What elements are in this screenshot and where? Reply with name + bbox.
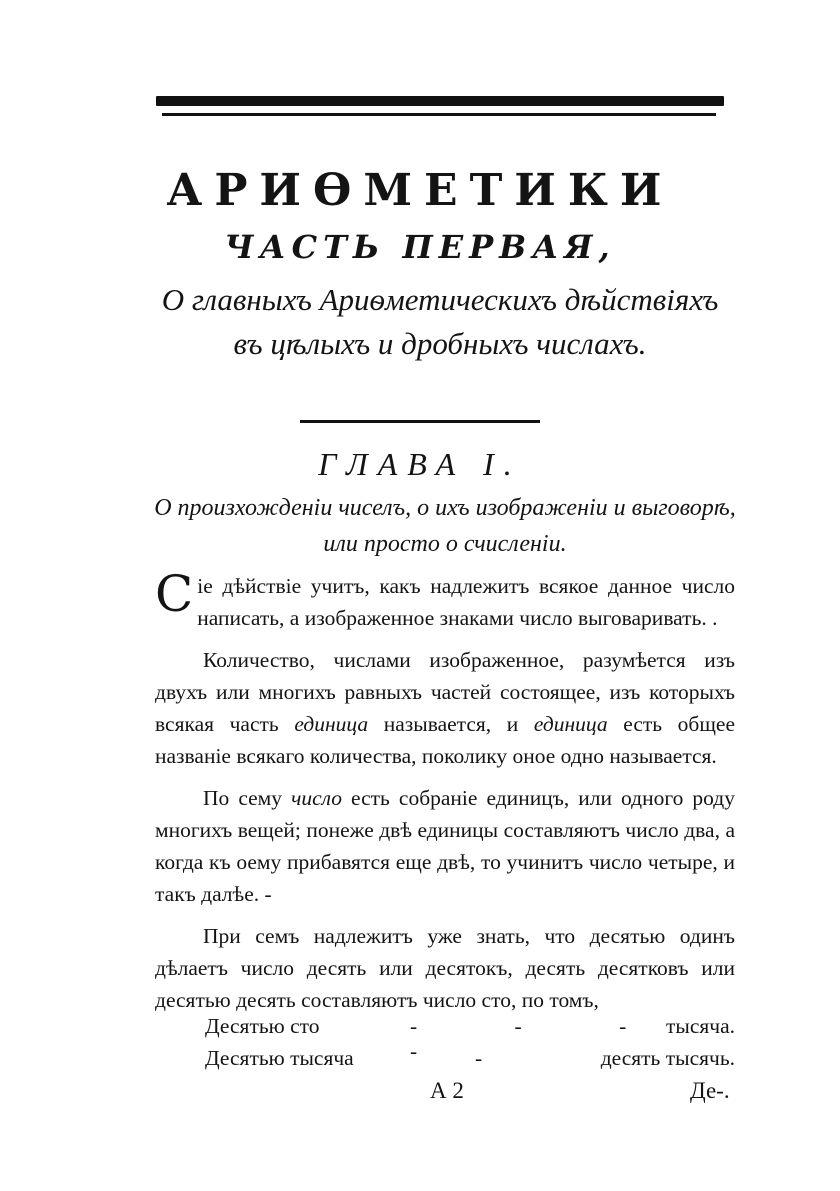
row-1-leader: - - - -: [410, 1014, 673, 1063]
paragraph-2-text-c: есть общее названіе всякаго количества, поколику оное одно называется.: [155, 712, 736, 768]
paragraph-2-text-a: Количество, числами изображенное, разумѣется изъ двухъ или многихъ равныхъ частей состоящее, изъ которыхъ всякая часть: [155, 648, 735, 736]
paragraph-2-emphasis-1: единица: [294, 712, 369, 736]
book-title: АРИѲМЕТИКИ: [166, 165, 674, 216]
paragraph-2-text-b: называется, и: [368, 712, 534, 736]
part-heading: ЧАСТЬ ПЕРВАЯ,: [224, 228, 616, 266]
signature-mark: А 2: [430, 1078, 464, 1103]
row-1-value: тысяча.: [665, 1014, 735, 1038]
paragraph-3-text-a: По сему: [203, 786, 292, 810]
row-2-leader: -: [475, 1046, 483, 1070]
drop-cap: С: [155, 565, 194, 623]
row-2-value: десять тысячь.: [600, 1046, 735, 1070]
part-subtitle: О главныхъ Ариѳметическихъ дѣйствіяхъ въ цѣлыхъ и дробныхъ числахъ.: [161, 282, 719, 361]
paragraph-4: При семъ надлежитъ уже знать, что десятью одинъ дѣлаетъ число десять или десятокъ, десять десятковъ или десятью десять составляютъ число сто, по томъ,: [155, 924, 735, 1012]
chapter-subtitle: О произхожденіи чиселъ, о ихъ изображеніи и выговорѣ, или просто о счисленіи.: [154, 495, 736, 557]
paragraph-2-emphasis-2: единица: [533, 712, 608, 736]
row-1-label: Десятью сто: [205, 1014, 320, 1038]
paragraph-2: [155, 644, 735, 772]
paragraph-1-text: іе дѣйствіе учитъ, какъ надлежитъ всякое данное число написать, а изображенное знаками число выговаривать. .: [197, 574, 735, 630]
top-thick-rule: [156, 96, 724, 106]
row-2-label: Десятью тысяча: [205, 1046, 354, 1070]
top-thin-rule: [162, 113, 716, 116]
catchword: Де-.: [690, 1078, 730, 1103]
chapter-heading: ГЛАВА I.: [318, 446, 522, 482]
body-text: [155, 565, 736, 1016]
paragraph-3: [155, 782, 735, 910]
paragraph-3-text-b: есть собраніе единицъ, или одного роду многихъ вещей; понеже двѣ единицы составляютъ число два, а когда къ оему прибавятся еще двѣ, то учинитъ число четыре, и такъ далѣе. -: [155, 786, 735, 906]
section-divider: [300, 420, 540, 423]
paragraph-1: [155, 565, 735, 634]
paragraph-3-emphasis: число: [291, 786, 342, 810]
